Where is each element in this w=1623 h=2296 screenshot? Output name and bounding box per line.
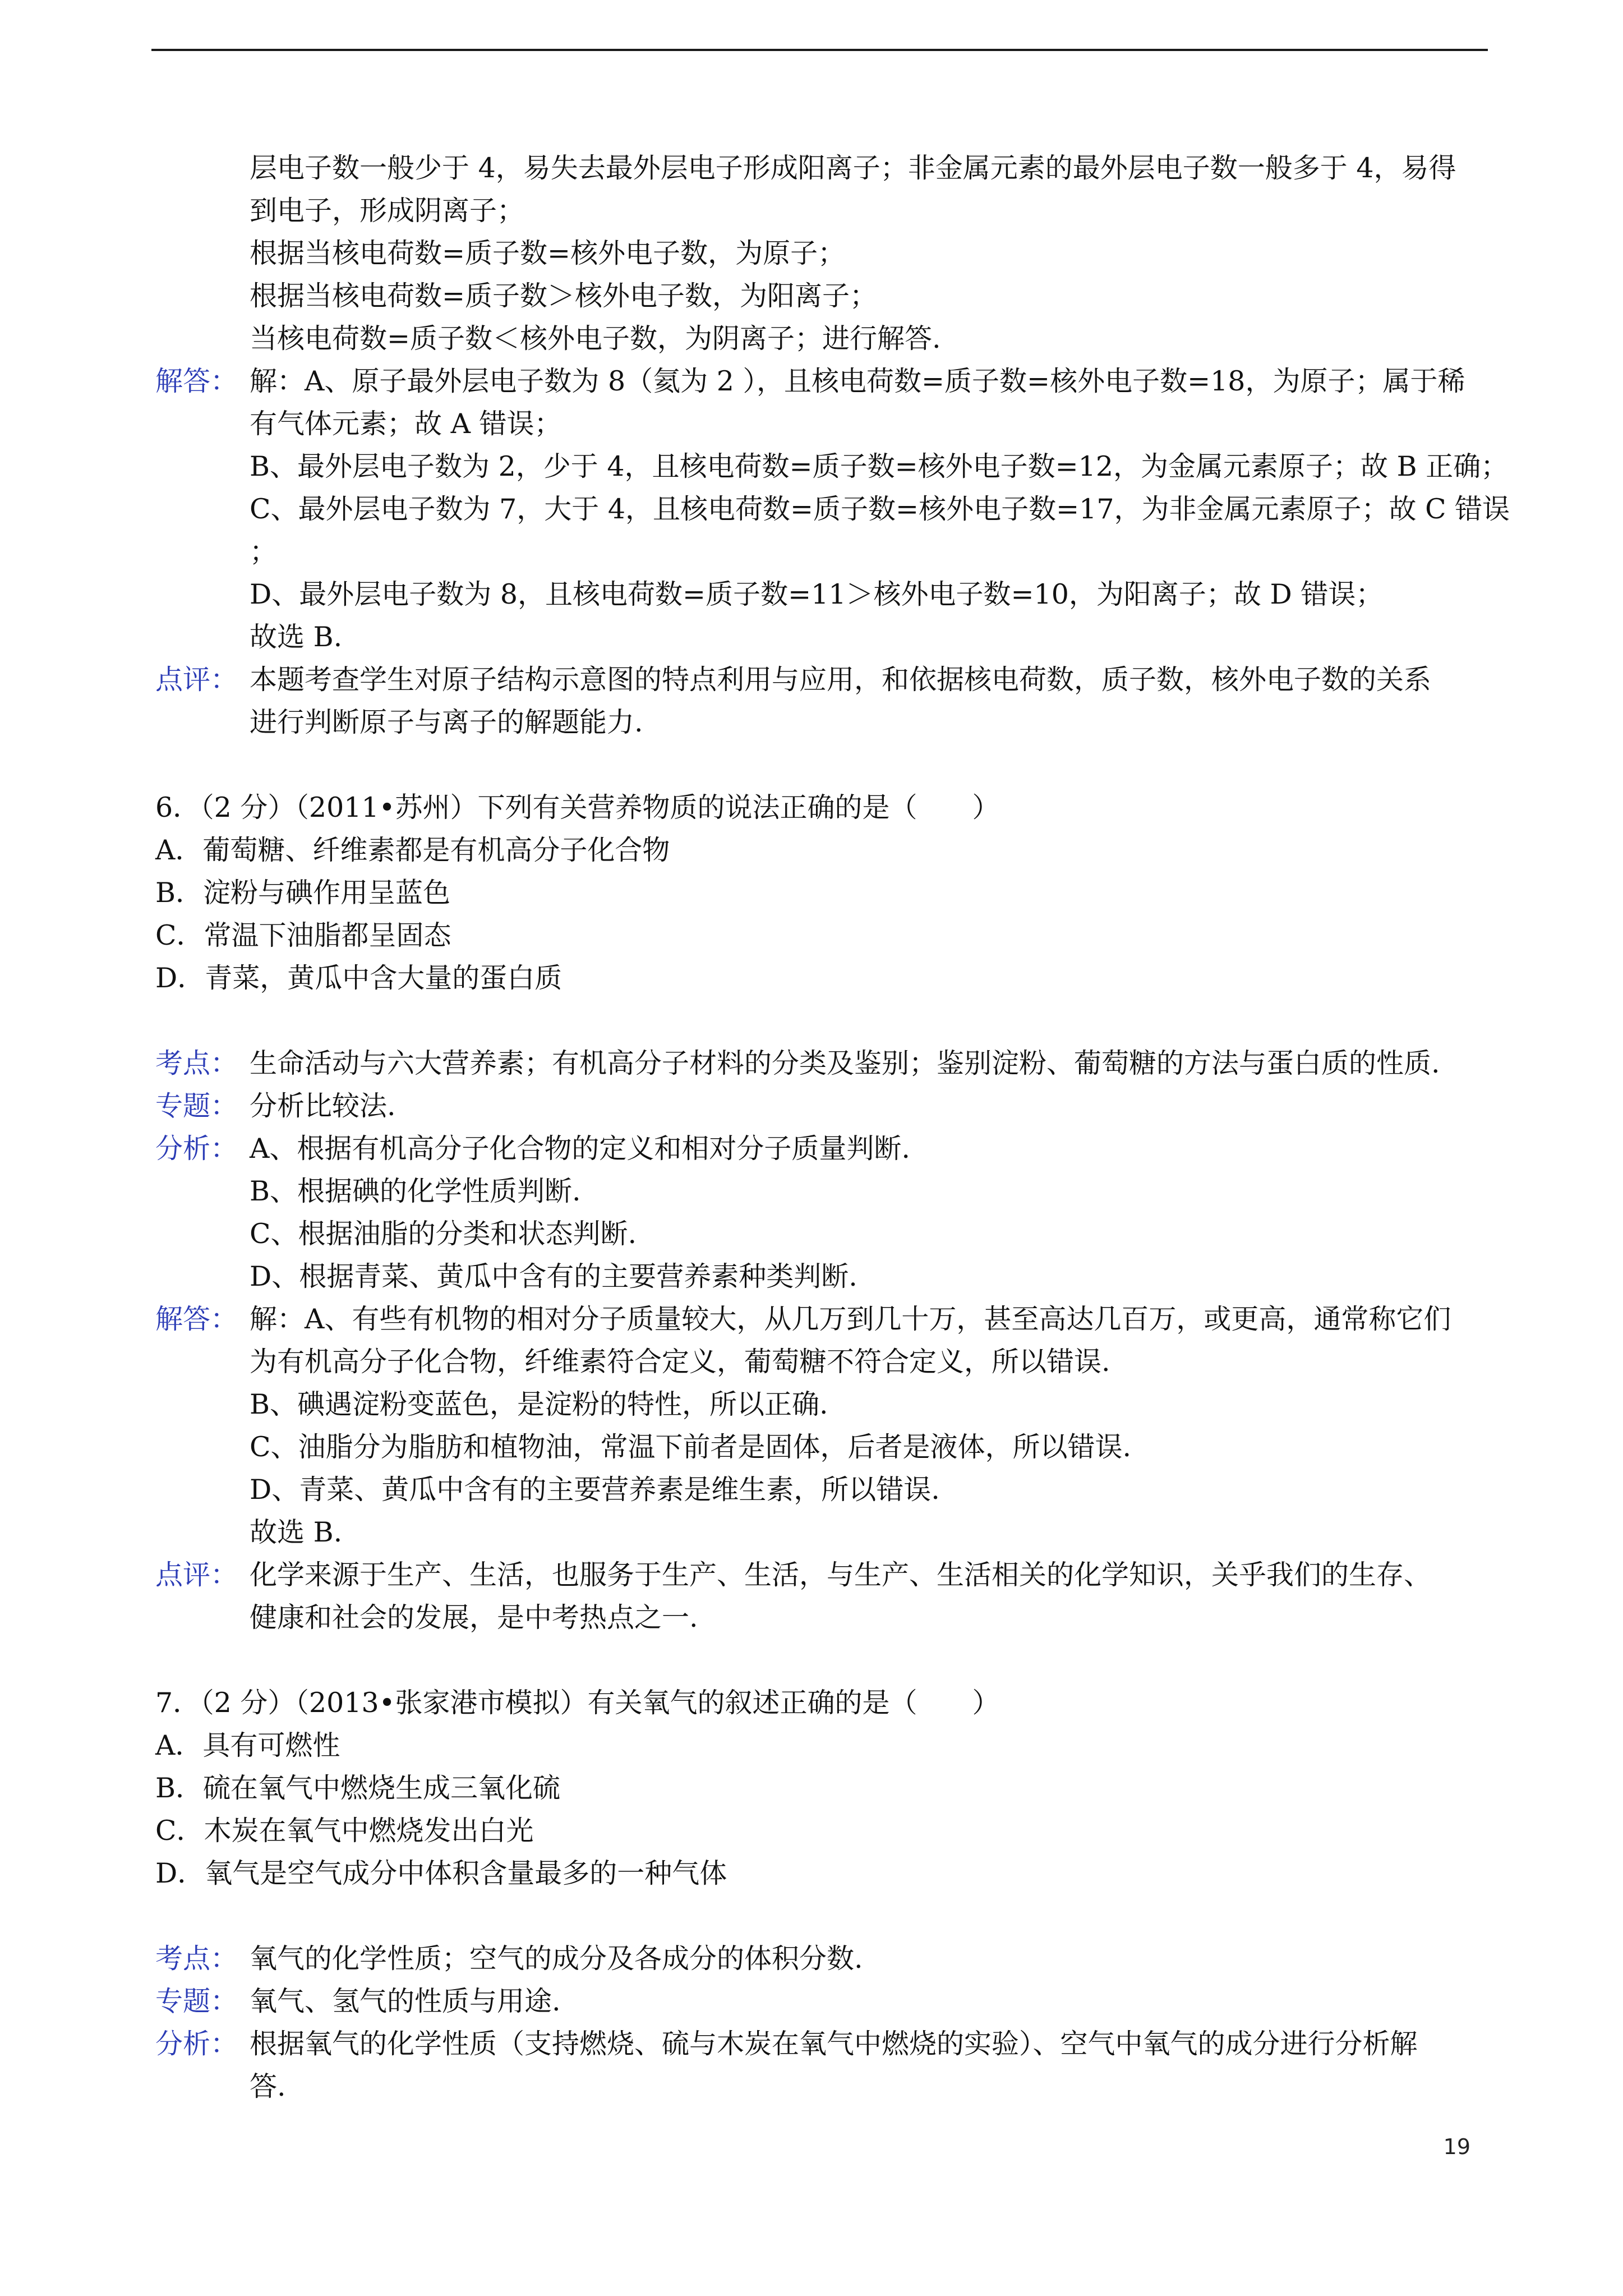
labeled-line xyxy=(155,445,1509,488)
page-number: 19 xyxy=(1443,2134,1470,2159)
line-text: 进行判断原子与离子的解题能力. xyxy=(250,706,643,738)
section-label: 考点： xyxy=(155,1047,238,1079)
text-line xyxy=(155,190,1490,232)
labeled-line xyxy=(155,616,1490,659)
line-text: 7．（2 分）（2013•张家港市模拟）有关氧气的叙述正确的是（ ） xyxy=(155,1687,1000,1719)
text-line xyxy=(155,318,1490,360)
line-text: 生命活动与六大营养素；有机高分子材料的分类及鉴别；鉴别淀粉、葡萄糖的方法与蛋白质的性质. xyxy=(250,1047,1440,1079)
section-gap xyxy=(155,1000,1490,1042)
line-text: 解：A、原子最外层电子数为 8（氦为 2 ），且核电荷数=质子数=核外电子数=18，为原子；属于稀 xyxy=(250,365,1465,397)
text-line xyxy=(155,147,1490,190)
labeled-line xyxy=(155,1383,1490,1426)
line-text: 化学来源于生产、生活，也服务于生产、生活，与生产、生活相关的化学知识，关乎我们的生存、 xyxy=(250,1559,1432,1591)
labeled-line xyxy=(155,701,1490,744)
line-text: D、根据青菜、黄瓜中含有的主要营养素种类判断. xyxy=(250,1260,857,1292)
line-text: 为有机高分子化合物，纤维素符合定义，葡萄糖不符合定义，所以错误. xyxy=(250,1346,1110,1378)
section-gap xyxy=(155,1895,1490,1938)
line-text: D、青菜、黄瓜中含有的主要营养素是维生素，所以错误. xyxy=(250,1474,940,1506)
text-line xyxy=(155,275,1490,318)
labeled-line xyxy=(155,1128,1490,1170)
labeled-line xyxy=(155,2023,1490,2065)
labeled-line xyxy=(155,531,1490,573)
labeled-line xyxy=(155,1426,1490,1469)
labeled-line xyxy=(155,1170,1490,1213)
line-text: 答. xyxy=(250,2070,286,2102)
line-text: D、最外层电子数为 8，且核电荷数=质子数=11＞核外电子数=10，为阳离子；故 D 错误； xyxy=(250,578,1384,610)
labeled-line xyxy=(155,573,1490,616)
line-text: D．氧气是空气成分中体积含量最多的一种气体 xyxy=(155,1857,727,1889)
option-line xyxy=(155,1724,1490,1767)
text-line xyxy=(155,232,1490,275)
option-line xyxy=(155,1852,1490,1895)
option-line xyxy=(155,829,1490,872)
labeled-line xyxy=(155,488,1510,531)
labeled-line xyxy=(155,1511,1490,1554)
line-text: 健康和社会的发展，是中考热点之一. xyxy=(250,1602,698,1634)
line-text: B、根据碘的化学性质判断. xyxy=(250,1175,581,1207)
line-text: 氧气的化学性质；空气的成分及各成分的体积分数. xyxy=(250,1943,863,1975)
line-text: 故选 B. xyxy=(250,621,343,653)
option-line xyxy=(155,1767,1490,1810)
labeled-line xyxy=(155,360,1490,403)
option-line xyxy=(155,914,1490,957)
labeled-line xyxy=(155,1298,1490,1341)
section-label: 专题： xyxy=(155,1090,238,1122)
section-gap xyxy=(155,1639,1490,1682)
line-text: C．常温下油脂都呈固态 xyxy=(155,919,451,951)
section-label: 点评： xyxy=(155,1559,238,1591)
labeled-line xyxy=(155,1213,1490,1255)
section-label: 解答： xyxy=(155,365,238,397)
section-gap xyxy=(155,744,1490,786)
labeled-line xyxy=(155,1938,1490,1980)
section-label: 解答： xyxy=(155,1303,238,1335)
line-text: 根据当核电荷数=质子数＞核外电子数，为阳离子； xyxy=(250,280,878,312)
line-text: C、根据油脂的分类和状态判断. xyxy=(250,1218,637,1250)
line-text: C．木炭在氧气中燃烧发出白光 xyxy=(155,1815,534,1847)
labeled-line xyxy=(155,1085,1490,1128)
labeled-line xyxy=(155,659,1490,701)
line-text: 本题考查学生对原子结构示意图的特点利用与应用，和依据核电荷数，质子数，核外电子数的关系 xyxy=(250,664,1432,696)
line-text: A、根据有机高分子化合物的定义和相对分子质量判断. xyxy=(250,1133,910,1165)
document-body xyxy=(155,147,1510,2108)
option-line xyxy=(155,872,1490,914)
section-label: 专题： xyxy=(155,1985,238,2017)
line-text: 根据氧气的化学性质（支持燃烧、硫与木炭在氧气中燃烧的实验）、空气中氧气的成分进行分析解 xyxy=(250,2028,1418,2060)
labeled-line xyxy=(155,1042,1490,1085)
section-label: 考点： xyxy=(155,1943,238,1975)
section-label: 分析： xyxy=(155,1133,238,1165)
line-text: 分析比较法. xyxy=(250,1090,396,1122)
line-text: 6．（2 分）（2011•苏州）下列有关营养物质的说法正确的是（ ） xyxy=(155,792,1000,823)
labeled-line xyxy=(155,1980,1490,2023)
labeled-line xyxy=(155,1255,1490,1298)
line-text: D．青菜，黄瓜中含大量的蛋白质 xyxy=(155,962,562,994)
labeled-line xyxy=(155,1596,1490,1639)
question-stem xyxy=(155,1682,1490,1724)
line-text: 氧气、氢气的性质与用途. xyxy=(250,1985,561,2017)
line-text: 根据当核电荷数=质子数=核外电子数，为原子； xyxy=(250,237,846,269)
line-text: ； xyxy=(250,536,278,568)
option-line xyxy=(155,1810,1490,1852)
line-text: 层电子数一般少于 4，易失去最外层电子形成阳离子；非金属元素的最外层电子数一般多于 4，易得 xyxy=(250,152,1456,184)
line-text: 故选 B. xyxy=(250,1516,343,1548)
section-label: 点评： xyxy=(155,664,238,696)
line-text: B、碘遇淀粉变蓝色，是淀粉的特性，所以正确. xyxy=(250,1388,828,1420)
header-rule xyxy=(151,49,1488,51)
labeled-line xyxy=(155,2065,1490,2108)
labeled-line xyxy=(155,1469,1490,1511)
line-text: B．淀粉与碘作用呈蓝色 xyxy=(155,877,451,909)
labeled-line xyxy=(155,1341,1490,1383)
labeled-line xyxy=(155,403,1490,445)
section-label: 分析： xyxy=(155,2028,238,2060)
line-text: C、油脂分为脂肪和植物油，常温下前者是固体，后者是液体，所以错误. xyxy=(250,1431,1132,1463)
line-text: 到电子，形成阴离子； xyxy=(250,195,525,227)
option-line xyxy=(155,957,1490,1000)
line-text: A．葡萄糖、纤维素都是有机高分子化合物 xyxy=(155,834,670,866)
line-text: B、最外层电子数为 2，少于 4，且核电荷数=质子数=核外电子数=12，为金属元素原子；故 B 正确； xyxy=(250,450,1509,482)
line-text: 有气体元素；故 A 错误； xyxy=(250,408,562,440)
line-text: 当核电荷数=质子数＜核外电子数，为阴离子；进行解答. xyxy=(250,323,941,355)
line-text: B．硫在氧气中燃烧生成三氧化硫 xyxy=(155,1772,561,1804)
line-text: 解：A、有些有机物的相对分子质量较大，从几万到几十万，甚至高达几百万，或更高，通常称它们 xyxy=(250,1303,1451,1335)
line-text: C、最外层电子数为 7，大于 4，且核电荷数=质子数=核外电子数=17，为非金属元素原子；故 C 错误 xyxy=(250,493,1510,525)
line-text: A．具有可燃性 xyxy=(155,1729,340,1761)
labeled-line xyxy=(155,1554,1490,1596)
question-stem xyxy=(155,786,1490,829)
